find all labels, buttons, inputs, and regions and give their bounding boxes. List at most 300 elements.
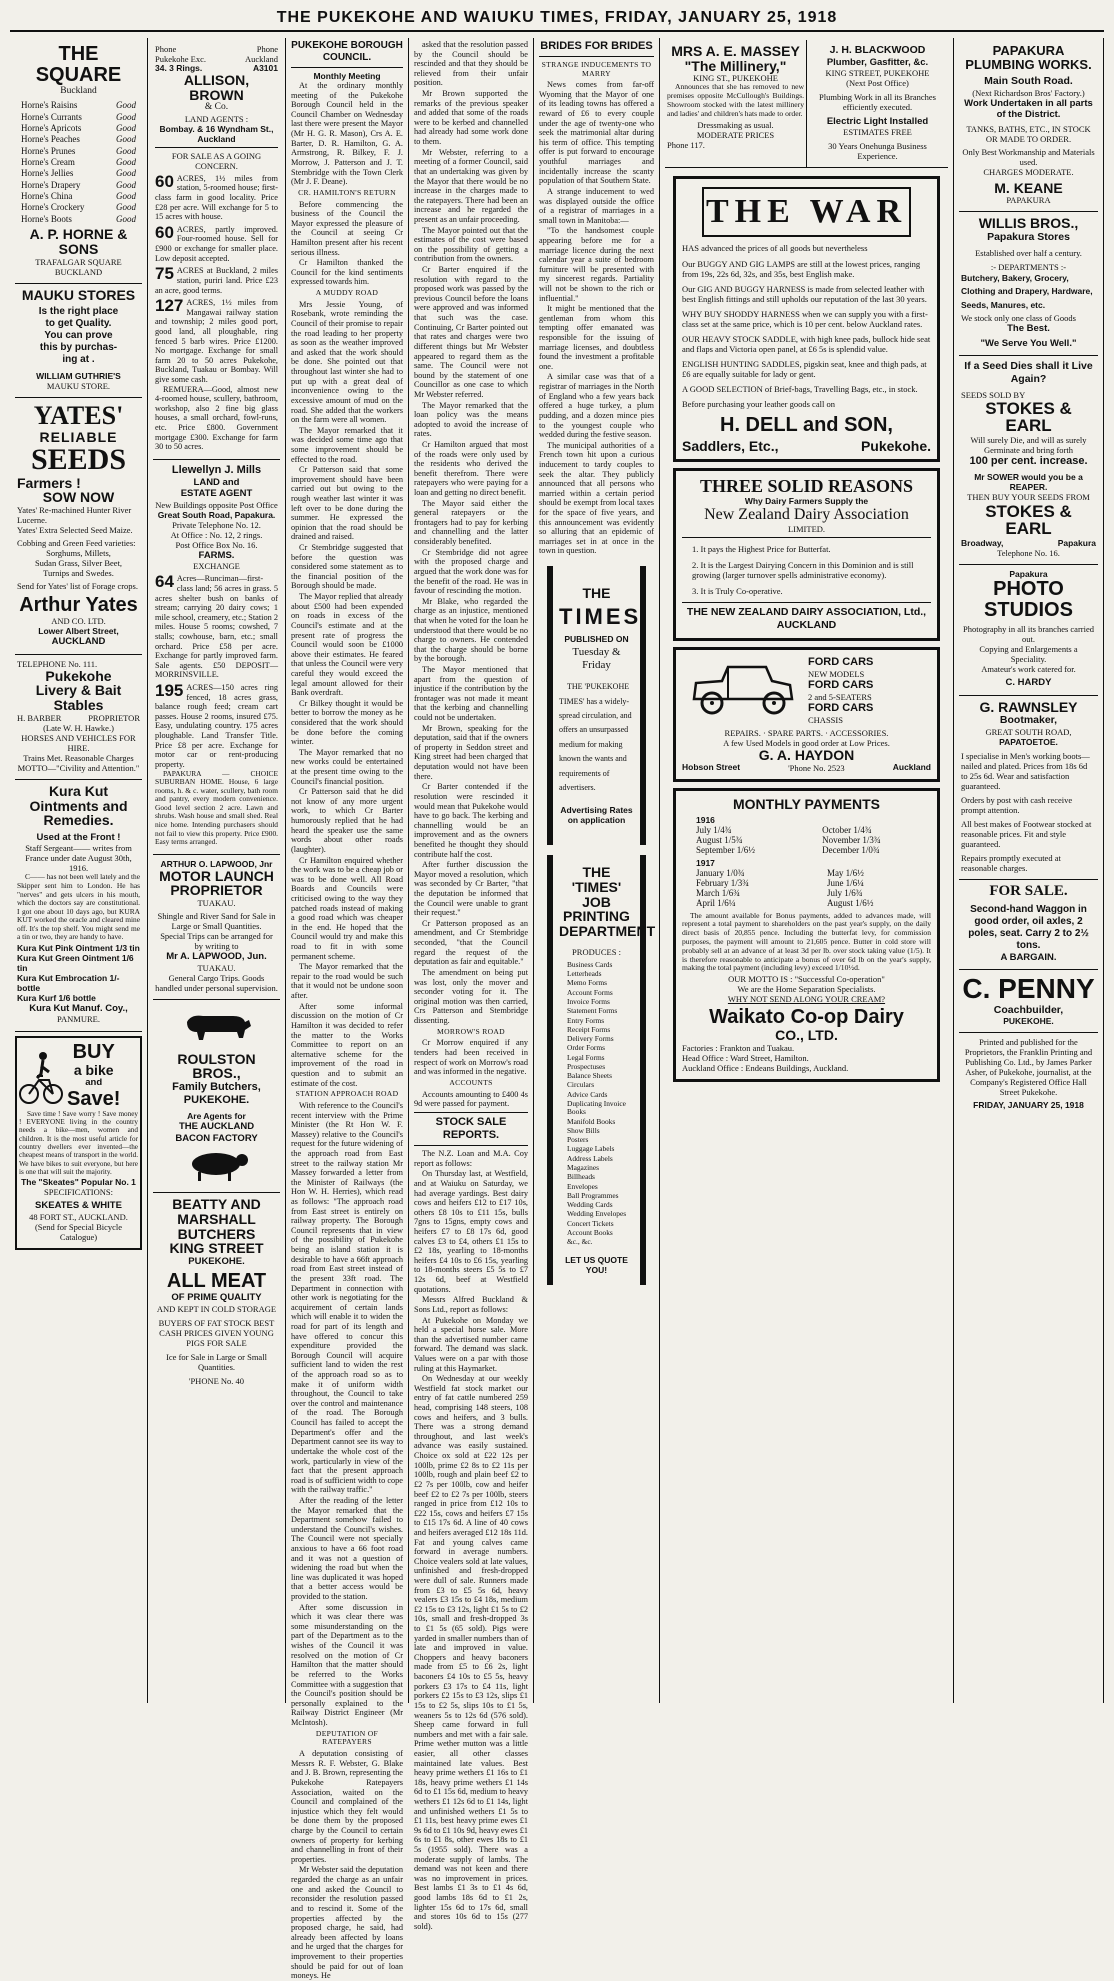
massey-prices: MODERATE PRICES <box>696 129 775 140</box>
blackwood-est: ESTIMATES FREE <box>843 127 912 138</box>
war-footer <box>682 439 931 454</box>
land-listing <box>155 266 278 295</box>
lapwood-l1: Shingle and River Sand for Sale in Large or Small Quantities. <box>157 911 276 932</box>
printing-items <box>559 961 634 1247</box>
lapwood-town: TUAKAU. <box>197 898 236 909</box>
war-p5: ENGLISH HUNTING SADDLES, pigskin seat, knee and thigh pads, at £6 are equally suitable for lady or gent. <box>682 358 927 379</box>
square-item-label: Horne's Raisins <box>21 100 78 111</box>
ad-massey <box>665 40 807 167</box>
payment-row <box>682 888 931 898</box>
payment-cell: July 1/6¾ <box>826 887 863 898</box>
war-trade: Saddlers, Etc., <box>682 437 779 454</box>
blackwood-elec: Electric Light Installed <box>826 116 929 128</box>
mauku-owner: WILLIAM GUTHRIE'S <box>36 371 121 382</box>
column-1 <box>10 38 148 1703</box>
square-item-good: Good <box>116 168 136 179</box>
monthly-firm: Waikato Co-op Dairy <box>709 1006 904 1029</box>
sale-title: FOR SALE. <box>989 883 1068 900</box>
square-item <box>21 134 136 144</box>
payment-row <box>682 835 931 845</box>
ad-mauku-stores <box>15 284 142 399</box>
kurakut-used: Used at the Front ! <box>36 831 121 843</box>
reasons-sub: Why Dairy Farmers Supply the <box>744 496 869 507</box>
war-p3: WHY BUY SHODDY HARNESS when we can supply you with a first-class set at the same price, which is 10 per cent. below Auckland rates. <box>682 308 928 329</box>
column-7 <box>954 38 1104 1703</box>
massey-addr: KING ST., PUKEKOHE <box>693 73 778 84</box>
brides-sub: STRANGE INDUCEMENTS TO MARRY <box>541 60 652 79</box>
willis-est: Established over half a century. <box>975 247 1082 258</box>
livery-late: (Late W. H. Hawke.) <box>43 722 114 733</box>
square-item <box>21 157 136 167</box>
monthly-why: WHY NOT SEND ALONG YOUR CREAM? <box>727 994 886 1005</box>
allison-num: 34. 3 Rings. <box>155 63 203 74</box>
stokes-firm-2: STOKES & EARL <box>985 501 1072 539</box>
kurakut-product-1: Kura Kut Pink Ointment 1/3 tin <box>17 943 140 953</box>
willis-only: We stock only one class of Goods <box>961 312 1076 323</box>
penny-trade: Coachbuilder, <box>993 1003 1064 1016</box>
beatty-buyers: BUYERS OF FAT STOCK BEST CASH PRICES GIVEN YOUNG PIGS FOR SALE <box>158 1317 275 1348</box>
willis-dept: :- DEPARTMENTS :- <box>990 261 1067 272</box>
rawnsley-b3: All best makes of Footwear stocked at reasonable prices. Fit and style guaranteed. <box>961 819 1092 850</box>
massey-body: Announces that she has removed to new premises opposite McCullough's Buildings. Showroom stocked with the latest millinery and ladies' and children's hats made to order. <box>667 82 804 118</box>
column-5 <box>534 38 660 1703</box>
stokes-addr-row <box>961 538 1096 548</box>
massey-name: MRS A. E. MASSEY <box>671 43 800 59</box>
brides-article: News comes from far-off Wyoming that the Mayor of one of its leading towns has offered a reward of £6 to every couple under the age of twenty-one who seek the matrimonial altar during his term of office. This tempting offer is put forward to encourage youthful marriages and incidentally increase the scanty population of that Southern State. A strange inducement to wed was displayed outside the office of a registrar of marriages in a small town in Manitoba:— "To the handsomest couple appearing before me for a marriage licence during the next calendar year a suite of bedroom furniture will be presented with my sincerest regards. Partiality will not be shown to the rich or influential." It might be mentioned that the gentleman from whom this tempting offer emanated was responsible for the issuing of marriage licenses, and doubtless found the investment a profitable one. A similar case was that of a registrar of marriages in the North of England who a few years back offered a huge turkey, a plum pudding, and a dozen mince pies to the youngest couple who wedded during the festive season. The municipal authorities of a French town hit upon a curious inducement to tardy couples to seek the altar. They publicly announced that all persons who married within a certain period should be exempt from local taxes for the space of five years, and this announcement was evidently so alluring that an epidemic of marriages set in at once in the town in question. <box>539 80 654 556</box>
stokes-then: THEN BUY YOUR SEEDS FROM <box>967 492 1090 503</box>
square-item-label: Horne's Boots <box>21 213 72 224</box>
land-listing <box>155 298 278 384</box>
printing-item: Wedding Envelopes <box>567 1209 627 1219</box>
bike-header <box>19 1042 138 1110</box>
yates-line-2: Yates' Extra Selected Seed Maize. <box>17 525 133 536</box>
allison-num-r: A3101 <box>252 63 278 74</box>
livery-title: Livery & Bait Stables <box>35 682 122 714</box>
square-item-label: Horne's Peaches <box>21 134 80 145</box>
sale-body: Second-hand Waggon in good order, oil axles, 2 poles, seat. Carry 2 to 2½ tons. <box>968 903 1089 951</box>
yates-co: AND CO. LTD. <box>51 616 106 627</box>
monthly-head: Head Office : Ward Street, Hamilton. <box>682 1052 809 1063</box>
lapwood-name: Mr A. LAPWOOD, Jun. <box>166 951 267 963</box>
penny-name: C. PENNY <box>962 973 1095 1005</box>
photo-town: Papakura <box>1009 569 1048 580</box>
monthly-office: Auckland Office : Endeans Buildings, Auckland. <box>682 1062 849 1073</box>
allison-phones <box>155 44 278 73</box>
payment-cell: July 1/4¾ <box>696 824 732 835</box>
roulston-bacon: BACON FACTORY <box>175 1132 258 1144</box>
mills-tel: Private Telephone No. 12. <box>172 519 261 530</box>
yates-line-6: Turnips and Swedes. <box>43 568 114 579</box>
sale-bargain: A BARGAIN. <box>1000 951 1057 963</box>
kurakut-sgt: Staff Sergeant—— writes from France under date August 30th, 1916. <box>25 843 132 874</box>
allison-firm: ALLISON, BROWN <box>183 71 250 103</box>
ford-street: Hobson Street <box>682 761 741 772</box>
ad-mills <box>153 460 280 855</box>
ford-l2: FORD CARS <box>808 678 874 691</box>
printing-item: Prospectuses <box>567 1061 606 1071</box>
monthly-factories: Factories : Frankton and Tuakau. <box>682 1042 795 1053</box>
ad-bike <box>15 1036 142 1250</box>
ford-l1: FORD CARS <box>808 655 874 668</box>
kurakut-title: Kura Kut Ointments and Remedies. <box>29 782 128 829</box>
square-item <box>21 112 136 122</box>
willis-list: Butchery, Bakery, Grocery, Clothing and Drapery, Hardware, Seeds, Manures, etc. <box>961 272 1093 310</box>
imprint-date: FRIDAY, JANUARY 25, 1918 <box>973 1100 1084 1111</box>
council-article-continued: asked that the resolution passed by the Council should be rescinded and that they should be relieved from their unfair position. Mr Brown supported the remarks of the previous speaker and added that some of the roads were to be kerbed and channelled had already had some work done to them. Mr Webster, referring to a meeting of a former Council, said that an undertaking was given by the Mayor that there would be no increase in the charges made to the ratepayers. There had been an increase and he regarded the present as an unfair proceeding. The Mayor pointed out that the estimates of the cost were based on the possibility of getting a contribution from the owners. Cr Barter enquired if the resolution with regard to the proposed work was passed by the previous Council before the loans were approved and was informed that such was the case. Continuing, Cr Barter pointed out that rates and charges were two different things but Mr Webster appeared to regard them as the same. The Council were not bound by the statement of one Councillor as one case to which Mr Webster referred. The Mayor remarked that the loan policy was the means adopted to avoid the increase of rates. Cr Hamilton argued that most of the roads were only used by the residents who derived the benefit therefrom. There were ratepayers who were paying for a loan and getting no direct benefit. The Mayor said either the general ratepayers or the frontagers had to pay for kerbing and channelling and the latter considerably benefited. Cr Stembridge did not agree with the proposed charge and argued that the work done was for the benefit of the road. He was in favour of rescinding the motion. Mr Blake, who regarded the charge as an injustice, mentioned that when he voted for the loan he understood that there would be no charge to owners. He contended that the charge should be borne by the borough. The Mayor mentioned that apart from the question of injustice if the contribution by the frontager was not made it meant that the kerbing and channelling could not be undertaken. Mr Brown, speaking for the deputation, said that if the owners of property in Seddon street and King street had been charged that deputation would not have been there. Cr Barter contended if the resolution were rescinded it would mean that Pukekohe would have to go back. The kerbing and channelling would be an improvement and as the owners benefited he thought they should contribute half the cost. After further discussion the Mayor moved a resolution, which was seconded by Cr Barter, "that the deputation be informed that the Council were unable to grant their request." Cr Patterson proposed as an amendment, and Cr Stembridge seconded, "that the Council regard the request of the deputation as fair and equitable." The amendment on being put was lost, only the mover and seconder voting for it. The original motion was then carried, Crs Patterson and Stembridge dissenting. MORROW'S ROAD Cr Morrow enquired if any tenders had been received in respect of work on Morrow's road and was informed in the negative. ACCOUNTS Accounts amounting to £400 4s 9d were passed for payment. <box>414 40 528 1109</box>
printing-cta: LET US QUOTE YOU! <box>565 1254 628 1275</box>
listing-text: Acres—Runciman—first-class land; 56 acres in grass. 5 acres shelter bush on banks of stream; carrying 20 dairy cows; 1 mile school, creamery, etc.; Station 2 miles. House 5 rooms; cowshed, 7 stalls; cowhouse, barn, etc.; small orchard. Price £58 per acre. Exchange for partly improved farm. Sale agents. £50 DEPOSIT—MORRINSVILLE. <box>155 574 278 680</box>
allison-phone-r: Phone <box>256 44 278 54</box>
ad-kura-kut <box>15 780 142 1032</box>
war-p4: OUR HEAVY STOCK SADDLE, with high knee pads, bullock hide seat and flaps and Victoria open panel, at £6 5s is splendid value. <box>682 333 931 354</box>
bike-model: The "Skeates" Popular No. 1 <box>21 1177 136 1188</box>
blackwood-years: 30 Years Onehunga Business Experience. <box>828 141 927 162</box>
printing-item: Account Books <box>567 1227 613 1237</box>
monthly-title: MONTHLY PAYMENTS <box>732 795 881 812</box>
allison-co: & Co. <box>204 102 229 113</box>
mills-farms: FARMS. <box>198 549 235 561</box>
council-title: PUKEKOHE BOROUGH COUNCIL. <box>291 40 403 63</box>
payment-cell: March 1/6¾ <box>696 887 740 898</box>
willis-serve: "We Serve You Well." <box>980 337 1077 349</box>
lapwood-owner: ARTHUR O. LAPWOOD, Jnr <box>160 858 273 869</box>
photo-t1: PHOTO <box>993 578 1064 601</box>
square-item-label: Horne's Cream <box>21 157 75 168</box>
printing-item: Manifold Books <box>567 1116 616 1126</box>
square-item-good: Good <box>116 213 136 224</box>
printing-item: Delivery Forms <box>567 1034 614 1044</box>
ad-the-war <box>673 176 940 462</box>
top-ads-row <box>665 40 948 168</box>
livery-tel: TELEPHONE No. 111. <box>17 658 98 669</box>
kurakut-town: PANMURE. <box>57 1014 100 1025</box>
reasons-title: THREE SOLID REASONS <box>699 476 914 497</box>
monthly-home: We are the Home Separation Specialists. <box>737 984 876 995</box>
rawnsley-b4: Repairs promptly executed at reasonable charges. <box>961 853 1061 874</box>
square-item-good: Good <box>116 134 136 145</box>
blackwood-addr: KING STREET, PUKEKOHE <box>825 67 930 78</box>
ad-for-sale <box>959 880 1098 970</box>
kurakut-product-3: Kura Kut Embrocation 1/- bottle <box>17 973 120 994</box>
beatty-title: BEATTY AND MARSHALL <box>172 1196 261 1227</box>
monthly-body: The amount available for Bonus payments, added to advances made, will represent a total payment to shareholders on the past year's supply, on the daily direct basis of 20,855 pence. Including the butterfat levy, for commission purposes, the payment will amount to 21,605 pence. Butter in cold store will probably sell at an advance of at least 3d per lb. over stock taking value (1/5). It is therefore reasonable to anticipate a bonus of over 6d lb on the year's supply, making the total payment (including levy) exceed 1/10½d. <box>682 910 931 973</box>
ad-papakura-plumbing <box>959 40 1098 212</box>
mills-listings <box>155 574 278 769</box>
willis-best: The Best. <box>1007 322 1050 334</box>
lapwood-t2: PROPRIETOR <box>170 882 263 899</box>
square-town: BUCKLAND <box>54 266 103 277</box>
blackwood-trade: Plumber, Gasfitter, &c. <box>826 56 929 68</box>
listing-acres: 64 <box>155 572 174 592</box>
square-item-label: Horne's China <box>21 191 73 202</box>
ford-phone: 'Phone No. 2523 <box>788 762 845 773</box>
times-name: TIMES <box>559 603 642 629</box>
printing-item: Legal Forms <box>567 1052 605 1062</box>
ford-l2s: 2 and 5-SEATERS <box>808 691 872 702</box>
rawnsley-name: G. RAWNSLEY <box>979 698 1078 715</box>
square-item-good: Good <box>116 202 136 213</box>
ad-the-times <box>547 566 646 845</box>
roulston-town: PUKEKOHE. <box>183 1094 250 1107</box>
allison-ex: Pukekohe Exc. <box>155 54 206 65</box>
square-item-label: Horne's Drapery <box>21 179 81 190</box>
payment-cell: April 1/6¼ <box>696 897 736 908</box>
printing-item: Account Forms <box>567 987 613 997</box>
rawnsley-b2: Orders by post with cash receive prompt attention. <box>961 795 1073 816</box>
payment-row <box>682 868 931 878</box>
yates-firm: Arthur Yates <box>19 594 138 617</box>
photo-l1: Photography in all its branches carried out. <box>962 624 1094 645</box>
ad-willis-bros <box>959 212 1098 356</box>
ford-car-icon <box>682 659 802 721</box>
livery-owner-row <box>17 713 140 723</box>
ad-the-square <box>15 40 142 284</box>
imprint-body: Printed and published for the Proprietors, the Franklin Printing and Publishing Co. Ltd., by James Parker Asher, of Pukekohe, journalist, at the Company's Registered Office Hall Street Pukekohe. <box>964 1037 1093 1098</box>
square-item-label: Horne's Currants <box>21 111 82 122</box>
mills-box: Post Office Box No. 16. <box>175 539 258 550</box>
listing-text: ACRES—150 acres ring fenced, 18 acres grass, balance rough feed; cream cart passes. House 2 rooms, insured £75. Easy, undulating country. 175 acres ploughable. Land Transfer Title. Price £8 per acre. Exchange for motor car or rent-producing property. <box>155 683 278 769</box>
times-circ: THE 'PUKEKOHE TIMES' has a widely-spread circulation, and offers an unsurpassed medium for making known the wants and requirements of advertisers. <box>559 682 632 792</box>
livery-town: Pukekohe <box>45 667 112 684</box>
ad-rawnsley <box>959 696 1098 880</box>
payment-cell: August 1/6½ <box>826 897 874 908</box>
printing-item: Invoice Forms <box>567 996 610 1006</box>
sheep-icon <box>182 1148 252 1182</box>
war-p1: Our BUGGY AND GIG LAMPS are still at the lowest prices, ranging from 19s, 22s 6d, 32s, and 35s, best English make. <box>682 258 921 279</box>
beatty-meat: ALL MEAT <box>166 1270 267 1293</box>
listing-acres: 60 <box>155 222 174 242</box>
rawnsley-trade: Bootmaker, <box>999 714 1058 727</box>
printing-item: Posters <box>567 1135 589 1145</box>
allison-agents: LAND AGENTS : <box>184 113 249 124</box>
square-item-good: Good <box>116 191 136 202</box>
livery-motto: MOTTO—"Civility and Attention." <box>17 762 140 773</box>
listing-text: ACRES, 1½ miles from station, 5-roomed house; first-class farm in good locality. Price £28 per acre. Will exchange for 5 to 15 acres with house. <box>155 173 278 222</box>
printing-t2: JOB PRINTING <box>563 893 630 925</box>
printing-item: Memo Forms <box>567 978 608 988</box>
war-lead: HAS advanced the prices of all goods but nevertheless <box>682 243 868 254</box>
bike-h2: a bike <box>73 1061 114 1078</box>
square-address: TRAFALGAR SQUARE <box>35 256 122 267</box>
stokes-tel: Telephone No. 16. <box>997 548 1060 559</box>
massey-phone: Phone 117. <box>667 139 705 150</box>
printing-item: Order Forms <box>567 1043 605 1053</box>
ford-l1s: NEW MODELS <box>808 668 865 679</box>
land-listing <box>155 171 278 222</box>
mauku-line-3: You can prove <box>44 330 113 342</box>
square-item-good: Good <box>116 179 136 190</box>
yates-brand-3: SEEDS <box>30 443 127 477</box>
beatty-street: KING STREET <box>169 1240 264 1257</box>
payment-cell: December 1/0¾ <box>822 844 880 855</box>
ad-job-printing <box>547 855 656 1284</box>
beatty-ice: Ice for Sale in Large or Small Quantities. <box>166 1351 267 1372</box>
bike-body: Save time ! Save worry ! Save money ! EVERYONE living in the country needs a bike—men, women and children. It is the most useful article for country dwellers ever invented—the cheapest means of transport in the world. We have bikes to suit everyone, but here is one that will suit the majority. <box>19 1109 138 1176</box>
printing-item: Advice Cards <box>567 1089 608 1099</box>
square-item-label: Horne's Jellies <box>21 168 74 179</box>
payment-cell: May 1/6½ <box>826 867 864 878</box>
bull-icon <box>177 1008 257 1048</box>
stokes-town: Papakura <box>1057 538 1096 549</box>
square-item <box>21 100 136 110</box>
square-item <box>21 214 136 224</box>
ad-allison-brown <box>153 40 280 460</box>
ford-footer <box>682 763 931 773</box>
yates-line-7: Send for Yates' list of Forage crops. <box>17 581 138 592</box>
council-article: At the ordinary monthly meeting of the Pukekohe Borough Council held in the Council Chamber on Wednesday last there were present the Mayor (Mr H. G. R. Mason), Crs A. E. Barter, D. R. Hamilton, G. A. Armstrong, R. Bilkey, F. J. Morrow, J. Patterson and J. T. Stembridge with the Town Clerk (Mr J. F. Deane). CR. HAMILTON'S RETURN Before commencing the business of the Council the Mayor expressed the pleasure of the Council at seeing Cr Hamilton present after his recent serious illness. Cr Hamilton thanked the Council for the kind sentiments expressed towards him. A MUDDY ROAD Mrs Jessie Young, of Rosebank, wrote reminding the Council of their promise to repair the road leading to her property as soon as the weather improved and asked that the work should be done. She pointed out that throughout last winter she had to put up with a great deal of inconvenience owing to the excessive amount of mud on the road. She added that the workers on the farm were all women. The Mayor remarked that it was decided some time ago that some improvement should be effected to the road. Cr Patterson said that some improvement should have been carried out but owing to the rough weather last winter it was left over to be done during the summer. He expressed the opinion that the road should be drained and raised. Cr Stembridge suggested that before the question was considered some statement as to the financial position of the Borough should be made. The Mayor replied that already about £500 had been expended on roads in excess of the Council's estimate and at the present rate of progress the Council would soon be £1000 above their estimates. He feared that unless the Council were very careful they would exceed the legal amount allowed for their Bank overdraft. Cr Bilkey thought it would be better to borrow the money as he considered that the work should be done before the coming winter. The Mayor remarked that no new works could be entertained at the present time owing to the Council's financial position. Cr Patterson said that he did not know of any more urgent work, to which Cr Barter humorously replied that he had heard the speaker use the same words about other roads (laughter). Cr Hamilton enquired whether the work was to be a cheap job or was to be done well. All Road Boards and Councils were criticised owing to the way they patched roads instead of making a good road which was cheaper in the end. He hoped that the Council would try and make this road to fit in with some permanent scheme. The Mayor remarked that the repair to the road would be such that it would not be undone soon after. After some informal discussion on the motion of Cr Hamilton it was decided to refer the matter to the Works Committee to report on an alternative scheme for the improvement of the road in question and to submit an estimate of the cost. STATION APPROACH ROAD With reference to the Council's recent interview with the Prime Minister (the Rt Hon W. F. Massey) relative to the Council's request for the future widening of the approach road from East street to the railway station Mr Massey forwarded a letter from the Minister of Railways (the Hon W. H. Herries), which read as follows: "The approach road from East street is entirely on railway property. The Borough Council represents that in view of the possibility of Pukekohe being an island station it is desirable to have a 66ft approach road from East street instead of the present 33ft road. The Department in connection with other work is negotiating for the acquirement of certain lands which will enable it to widen the road for part of its length and have offered to concur this expenditure provided the Borough Council will acquire sufficient land to widen the rest of the approach road so as to make it of uniform width throughout, the Council to take over the control and maintenance of the road. The Borough Council has failed to accept the Department's offer and the Department cannot see its way to undertake the whole cost of the work, particularly in view of the fact that the present approach road is of sufficient width to cope with the railway traffic." After the reading of the letter the Mayor remarked that the Department somehow failed to understand the Council's wishes. The Council were not specially anxious to have a 66 foot road and it was not a question of widening the road but when the line was duplicated it was hoped that a better access would be provided to the station. After some discussion in which it was clear there was some misunderstanding on the part of the Department as to the wishes of the Council it was resolved on the motion of Cr Hamilton that the matter should be referred to the Works Committee with a suggestion that the Council's position should be personally explained to the Railway District Engineer (Mr McIntosh). DEPUTATION OF RATEPAYERS A deputation consisting of Messrs R. F. Webster, G. Blake and J. B. Brown, representing the Pukekohe Ratepayers Association, waited on the Council and complained of the injustice which they felt would be done them by the proposed charge by the Council to certain owners of property for kerbing and channelling in front of their properties. Mr Webster said the deputation regarded the charge as an unfair one and asked the Council to reconsider the resolution passed and to rescind it. Some of the properties affected by the proposed charge, he said, had already been affected by loans and he urged that the charges for improvement to their properties should be paid for out of loan moneys. He <box>291 81 403 1981</box>
listing-text: ACRES, partly improved. Four-roomed house. Sell for £900 or exchange for smaller place. Low deposit accepted. <box>155 224 278 263</box>
mauku-title: MAUKU STORES <box>21 286 136 303</box>
plumbing-owner: M. KEANE <box>994 179 1063 196</box>
square-title: THE SQUARE <box>35 43 122 86</box>
printing-t1: THE 'TIMES' <box>571 864 622 896</box>
council-sub: Monthly Meeting <box>313 71 381 81</box>
monthly-y1917: 1917 <box>696 857 715 868</box>
monthly-motto: OUR MOTTO IS : "Successful Co-operation" <box>728 974 885 985</box>
bike-addr: 48 FORT ST., AUCKLAND. <box>29 1211 128 1222</box>
land-listing <box>155 683 278 769</box>
printing-item: Statement Forms <box>567 1006 618 1016</box>
reasons-r3: 3. It is Truly Co-operative. <box>692 586 783 597</box>
plumbing-title: PAPAKURA PLUMBING WORKS. <box>965 43 1092 72</box>
ad-roulston <box>153 1000 280 1194</box>
yates-line-5: Sudan Grass, Silver Beet, <box>34 558 123 569</box>
kurakut-body: C—— has not been well lately and the Skipper sent him to London. He has "nerves" and gets ulcers in his mouth, which the doctors say are constitutional. I got one about 10 days ago, but KURA KUT worked the oracle and cleared mine off. It's the top shelf. You might send me a tin or two, they are handy to have. <box>17 872 140 942</box>
willis-store: Papakura Stores <box>987 231 1070 244</box>
column-2 <box>148 38 286 1703</box>
war-town: Pukekohe. <box>860 437 931 454</box>
ford-l3s: CHASSIS <box>808 715 843 726</box>
ad-monthly-payments <box>673 788 940 1082</box>
payment-row <box>682 845 931 855</box>
cyclist-icon <box>19 1046 63 1106</box>
listing-text: ACRES, 1½ miles from Mangawai railway station and township; 2 miles good port, good land, all ploughable, ring fenced 5 barb wires. Price £1200. No mortgage. Exchange for small farm 20 to 50 acres Pukekohe, Buckland, Tuakau or Bombay. Will give some cash. <box>155 298 278 384</box>
reasons-co: New Zealand Dairy Association <box>704 506 909 524</box>
ad-livery-stables <box>15 655 142 780</box>
mauku-line-1: Is the right place <box>38 306 119 318</box>
ad-yates-seeds <box>15 398 142 654</box>
massey-shop: "The Millinery," <box>684 57 787 74</box>
mills-sub: LAND and <box>193 477 240 489</box>
mills-addr: New Buildings opposite Post Office <box>155 499 278 510</box>
square-firm: A. P. HORNE & SONS <box>29 226 128 257</box>
column-6 <box>660 38 954 1703</box>
plumbing-road: Main South Road. <box>984 75 1073 88</box>
monthly-co: CO., LTD. <box>775 1027 838 1044</box>
yates-line-4: Sorghums, Millets, <box>46 548 111 559</box>
penny-town: PUKEKOHE. <box>1003 1016 1054 1027</box>
ford-services: REPAIRS. · SPARE PARTS. · ACCESSORIES. <box>724 728 889 739</box>
ford-city: Auckland <box>892 761 931 772</box>
payment-cell: September 1/6½ <box>696 844 755 855</box>
ford-dealer: G. A. HAYDON <box>758 747 855 764</box>
square-place: Buckland <box>60 86 97 96</box>
printing-item: Concert Tickets <box>567 1218 614 1228</box>
imprint <box>959 1033 1098 1116</box>
reasons-r2: 2. It is the Largest Dairying Concern in this Dominion and is still growing (larger turnover spells administrative economy). <box>692 560 914 581</box>
printing-item: Entry Forms <box>567 1015 605 1025</box>
printing-item: Ball Programmes <box>567 1190 619 1200</box>
square-item-good: Good <box>116 157 136 168</box>
printing-item: Balance Sheets <box>567 1071 612 1081</box>
bike-h4: Save! <box>67 1087 121 1110</box>
kurakut-maker: Kura Kut Manuf. Coy., <box>29 1003 128 1015</box>
plumbing-next: (Next Richardson Bros' Factory.) <box>972 87 1085 98</box>
column-4 <box>409 38 534 1931</box>
payment-cell: October 1/4¾ <box>822 824 872 835</box>
payment-cell: June 1/6¼ <box>826 877 864 888</box>
square-item-good: Good <box>116 111 136 122</box>
massey-dress: Dressmaking as usual. <box>697 119 774 130</box>
yates-city: AUCKLAND <box>51 636 106 648</box>
square-item <box>21 191 136 201</box>
payments-1917-table <box>682 868 931 908</box>
kurakut-product-4: Kura Kurf 1/6 bottle <box>17 993 96 1004</box>
yates-line-1: Yates' Re-machined Hunter River Lucerne. <box>17 505 132 526</box>
stock-title: STOCK SALE REPORTS. <box>435 1115 507 1141</box>
stokes-sure: Will surely Die, and will as surely Germinate and bring forth <box>970 435 1087 456</box>
payment-cell: August 1/5¾ <box>696 834 743 845</box>
square-item <box>21 123 136 133</box>
yates-addr: Lower Albert Street, <box>38 626 119 637</box>
ford-row <box>682 656 931 726</box>
printing-item: Address Labels <box>567 1153 613 1163</box>
war-p7: Before purchasing your leather goods call on <box>682 398 835 409</box>
plumbing-stock: TANKS, BATHS, ETC., IN STOCK OR MADE TO ORDER. <box>966 123 1091 144</box>
ad-stokes-earl <box>959 356 1098 565</box>
listing-acres: 60 <box>155 171 174 191</box>
times-pub: PUBLISHED ON <box>564 633 629 644</box>
printing-item: Receipt Forms <box>567 1024 611 1034</box>
war-p6: A GOOD SELECTION of Brief-bags, Travelling Bags, etc., in stock. <box>682 383 918 394</box>
photo-l2: Copying and Enlargements a Speciality. <box>979 644 1078 665</box>
payment-cell: January 1/0¾ <box>696 867 745 878</box>
ad-three-reasons <box>673 468 940 640</box>
times-rates: Advertising Rates on application <box>560 805 633 826</box>
bike-h3: and <box>85 1077 103 1089</box>
payment-cell: February 1/3¾ <box>696 877 749 888</box>
mills-agent: ESTATE AGENT <box>180 488 253 500</box>
allison-city: Auckland <box>244 54 278 65</box>
printing-item: Magazines <box>567 1163 600 1173</box>
bike-firm: SKEATES & WHITE <box>35 1200 122 1212</box>
square-item-good: Good <box>116 100 136 111</box>
stokes-q: If a Seed Dies shall it Live Again? <box>964 360 1093 385</box>
times-the: THE <box>582 585 611 602</box>
ad-beatty-marshall <box>153 1193 280 1392</box>
blackwood-next: (Next Post Office) <box>846 78 909 88</box>
square-item-good: Good <box>116 145 136 156</box>
bike-h1: BUY <box>72 1040 115 1063</box>
reasons-r1: 1. It pays the Highest Price for Butterfat. <box>692 544 831 555</box>
ford-note: A few Used Models in good order at Low Prices. <box>723 738 890 749</box>
mills-ex: EXCHANGE <box>193 561 240 572</box>
bike-send: (Send for Special Bicycle Catalogue) <box>34 1221 123 1242</box>
printing-produces: PRODUCES : <box>572 946 621 957</box>
war-p2: Our GIG AND BUGGY HARNESS is made from selected leather with best English fittings and still upholds our reputation of the last 30 years. <box>682 283 927 304</box>
printing-item: Envelopes <box>567 1181 598 1191</box>
allison-listings <box>155 171 278 385</box>
lapwood-l3: General Cargo Trips. Goods handled under personal supervision. <box>155 972 278 993</box>
allison-addr: Bombay. & 16 Wyndham St., Auckland <box>159 123 274 144</box>
lapwood-town2: TUAKAU. <box>197 962 236 973</box>
roulston-sub: Family Butchers, <box>172 1080 261 1093</box>
beatty-quality: OF PRIME QUALITY <box>171 1292 262 1304</box>
printing-item: Letterheads <box>567 969 602 979</box>
rawnsley-addr: GREAT SOUTH ROAD, <box>985 726 1072 737</box>
ford-l3: FORD CARS <box>808 701 874 714</box>
printing-item: Business Cards <box>567 959 613 969</box>
